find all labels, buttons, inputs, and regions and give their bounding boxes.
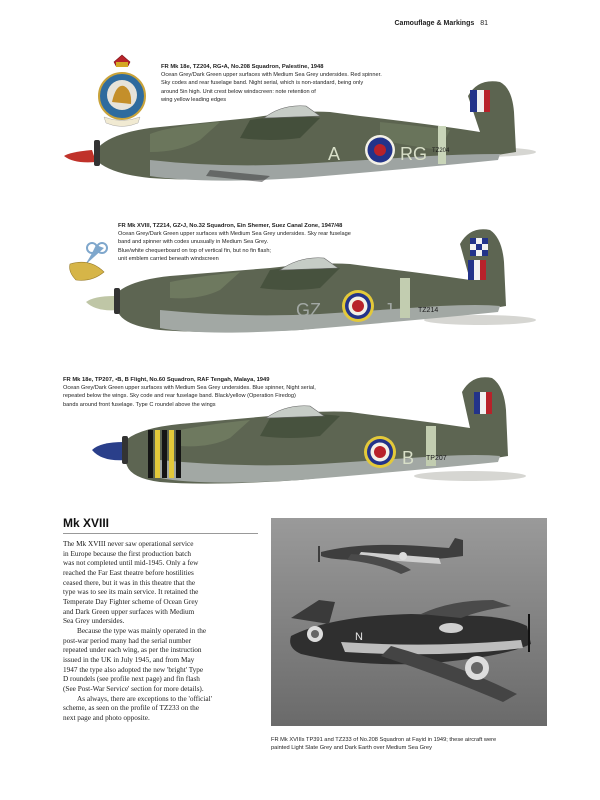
fuselage-code-right: RG <box>400 144 427 164</box>
body-line: next page and photo opposite. <box>63 713 150 722</box>
body-line: The Mk XVIII never saw operational service <box>63 540 194 548</box>
profile-caption-line: Ocean Grey/Dark Green upper surfaces with Medium Sea Grey undersides. Blue spinner, Night serial, <box>63 385 316 392</box>
profile-caption-title: FR Mk XVIII, TZ214, GZ•J, No.32 Squadron, Ein Shemer, Suez Canal Zone, 1947/48 <box>118 223 343 229</box>
profile-caption-line: Ocean Grey/Dark Green upper surfaces with Medium Sea Grey undersides. Sky rear fuselage <box>118 231 351 238</box>
body-line: scheme, as seen on the profile of TZ233 on the <box>63 704 199 713</box>
section-rule <box>63 533 258 534</box>
profile-caption-line: unit emblem carried beneath windscreen <box>118 255 219 262</box>
serial-number: TP207 <box>426 455 447 462</box>
photo-caption-line: painted Light Slate Grey and Dark Earth over Medium Sea Grey <box>271 745 432 751</box>
profile-caption-title: FR Mk 18e, TP207, •B, B Flight, No.60 Squadron, RAF Tengah, Malaya, 1949 <box>63 377 270 383</box>
body-line: in Europe because the first production batch <box>63 549 192 558</box>
body-line: ceased there, but it was in this theatre that the <box>63 578 196 587</box>
profile-caption-title: FR Mk 18e, TZ204, RG•A, No.208 Squadron, Palestine, 1948 <box>161 64 324 70</box>
profile-caption-line: bands around front fuselage. Type C roundel above the wings <box>63 401 216 408</box>
spinner-2 <box>86 296 118 310</box>
body-paragraph <box>63 627 261 695</box>
profile-caption-line: Ocean Grey/Dark Green upper surfaces with Medium Sea Grey undersides. Red spinner. <box>161 72 382 79</box>
unit-emblem-icon <box>70 243 107 280</box>
profile-caption-3 <box>63 376 383 409</box>
squadron-crest-icon <box>99 55 145 127</box>
profile-caption-line: Sky codes and rear fuselage band. Night serial, which is non-standard, being only <box>161 80 364 87</box>
profile-caption-line: Blue/white chequerboard on top of vertical fin, but no fin flash; <box>118 247 271 254</box>
profile-caption-line: band and spinner with codes unusually in Medium Sea Grey. <box>118 239 269 246</box>
body-line: Temperate Day Fighter scheme of Ocean Grey <box>63 597 199 606</box>
body-line: type was to see its main service. It retained the <box>63 588 199 597</box>
spinner-1 <box>64 150 96 162</box>
profile-caption-line: around 5in high. Unit crest below windscreen: note retention of <box>161 88 316 95</box>
serial-number: TZ204 <box>432 148 450 154</box>
photo-code-letter: N <box>355 631 363 643</box>
body-line: and Dark Green upper surfaces with Medium <box>63 607 195 616</box>
fuselage-code-left: A <box>328 144 341 164</box>
body-paragraph <box>63 695 261 724</box>
page-number: 81 <box>480 20 488 27</box>
profile-caption-line: repeated below the wings. Sky code and rear fuselage band. Black/yellow (Operation Firedog) <box>63 393 296 400</box>
section-heading: Mk XVIII <box>63 516 110 530</box>
photo-caption-line: FR Mk XVIIIs TP391 and TZ233 of No.208 Squadron at Fayid in 1949; these aircraft were <box>271 737 497 743</box>
body-paragraph <box>63 540 261 627</box>
fuselage-code-left: GZ <box>296 300 321 320</box>
profile-caption-2 <box>118 222 448 263</box>
body-line: repeated under each wing, as per the instruction <box>63 646 202 655</box>
fuselage-code-right: J <box>384 300 393 320</box>
running-head: Camouflage & Markings <box>394 20 475 27</box>
body-line: issued in the UK in July 1945, and from May <box>63 655 195 664</box>
photo-image <box>271 518 547 726</box>
body-line: was not completed until mid-1945. Only a few <box>63 559 199 568</box>
archive-photo <box>271 518 547 726</box>
body-line: Sea Grey undersides. <box>63 617 125 626</box>
photo-caption <box>271 736 551 752</box>
body-line: post-war period many had the serial number <box>63 636 192 645</box>
body-line: As always, there are exceptions to the 'official' <box>77 694 212 703</box>
profile-caption-line: wing yellow leading edges <box>161 96 226 103</box>
fuselage-code-right: B <box>402 448 415 468</box>
serial-number: TZ214 <box>418 307 439 314</box>
body-line: reached the Far East theatre before hostilities <box>63 568 194 577</box>
spinner-3 <box>92 442 126 460</box>
body-line: 1947 the type also adopted the new 'bright' Type <box>63 665 204 674</box>
body-line: D roundels (see profile next page) and fin flash <box>63 675 200 684</box>
section-body <box>63 540 261 723</box>
body-line: Because the type was mainly operated in the <box>77 626 207 635</box>
body-line: (See Post-War Service' section for more details). <box>63 684 204 693</box>
